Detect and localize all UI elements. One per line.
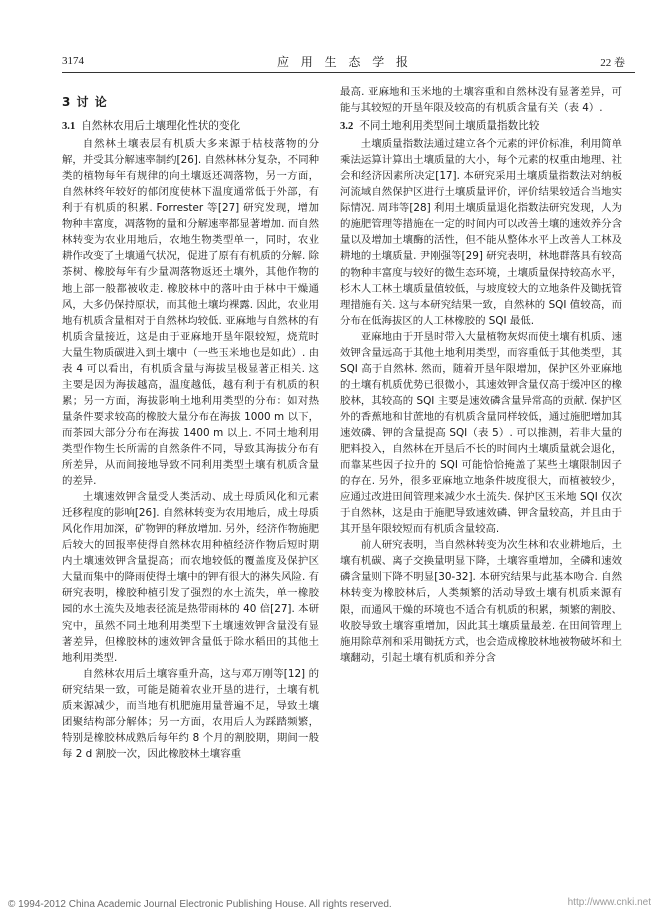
paragraph: 土壤质量指数法通过建立各个元素的评价标准，利用简单乘法运算计算出土壤质量的大小，每个元素的权重由地理、社会和经济因素所决定[17]. 本研究采用土壤质量指数法对纳板河流域自然保护区进行土壤质量评价，评价结果较适合当地实际情况. 周玮等[28] 利用土壤质量退化指数法研究发现，人为的施肥管理等措施在一定的时间内可以改善土壤的速效养分含量以及增加土壤酶的活性，但不能从整体水平上改善人工林及耕地的土壤质量. 尹刚强等[29] 研究表明，林地群落具有较高的物种丰富度与较好的微生态环境，土壤质量保持较高水平，杉木人工林土壤质量值较低，与坡度较大的立地条件及锄抚管理措施有关. 这与本研究结果一致，自然林的 SQI 值较高，而分布在低海拔区的人工林橡胶的 SQI 最低. [340,138,622,327]
subsection-heading-3-1 [62,118,319,135]
page-footer [8,899,651,913]
section-heading: 3 讨 论 [62,95,108,109]
subsection-number: 3.2 [340,121,354,133]
paragraph: 亚麻地由于开垦时带入大量植物灰烬而使土壤有机质、速效钾含量远高于其他土地利用类型，而容重低于其他类型，其 SQI 高于自然林. 然而，随着开垦年限增加，保护区外亚麻地的土壤有机质优势已很微小，其速效钾含量仅高于缓冲区的橡胶林，其较高的 SQI 主要是速效磷含量异常高的贡献. 保护区外的香蕉地和甘蔗地的有机质含量同样较低，通过施肥增加其速效磷、钾的含量提高 SQI（表 5）. 可以推测，若非大量的肥料投入，自然林在开垦后不长的时间内土壤质量就会退化，而靠某些因子拉升的 SQI 可能恰恰掩盖了某些土壤限制因子的存在. 另外，很多亚麻地立地条件坡度很大，而植被较少，应通过改进田间管理来减少水土流失. 保护区玉米地 SQI 仅次于自然林，这是由于施肥导致速效磷、钾含量较高，并且由于其开垦年限较短而有机质含量较高. [340,330,622,536]
header-rule [62,72,635,73]
subsection-number: 3.1 [62,121,76,133]
paragraph-continued: 最高. 亚麻地和玉米地的土壤容重和自然林没有显著差异，可能与其较短的开垦年限及较高的有机质含量有关（表 4）. [340,86,622,115]
subsection-title: 不同土地利用类型间土壤质量指数比较 [359,120,540,133]
paragraph: 自然林土壤表层有机质大多来源于枯枝落物的分解，并受其分解速率制约[26]. 自然林林分复杂，不同种类的植物每年有规律的向土壤返还凋落物，另一方面，自然林终年较好的郁闭度使林下温度通常低于外部，有利于有机质的积累. Forrester 等[27] 研究发现，增加物种丰富度，凋落物的量和分解速率都显著增加. 而自然林转变为农业用地后，农地生物类型单一，同时，农业耕作改变了土壤通气状况，促进了原有有机质的分解. 除茶树、橡胶每年有少量凋落物返还土壤外，其他作物的地上部一般都被收走. 橡胶林中的落叶由于林中干燥通风，大多仍保持原状，而其他土壤均裸露. 因此，农业用地有机质含量相对于自然林均较低. 亚麻地与自然林的有机质含量接近，这是由于亚麻地开垦年限较短，烧荒时大量生物质碳进入到土壤中（一些玉米地也是如此）. 由表 4 可以看出，有机质含量与海拔呈极显著正相关. 这主要是因为海拔越高，温度越低，越有利于有机质的积累；另一方面，海拔影响土地利用类型的分布：如对热量条件要求较高的橡胶大量分布在海拔 1000 m 以下，而茶园大部分分布在海拔 1400 m 以上. 不同土地利用类型作物生长所需的自然条件不同，导致其海拔分布有所差异，从而间接地导致不同利用类型土壤有机质含量的差异. [62,138,319,488]
left-column [62,84,319,762]
journal-title: 应 用 生 态 学 报 [276,55,413,69]
page-number: 3174 [62,55,84,67]
subsection-heading-3-2 [340,118,622,135]
subsection-title: 自然林农用后土壤理化性状的变化 [81,120,241,133]
paragraph: 土壤速效钾含量受人类活动、成土母质风化和元素迁移程度的影响[26]. 自然林转变为农用地后，成土母质风化作用加深，矿物钾的释放增加. 另外，经济作物施肥后较大的回报率使得自然林农用种植经济作物后短时期内土壤速效钾含量提高；而农地较低的覆盖度及保护区大量而集中的降雨使得土壤中的钾有很大的淋失风险. 有研究表明，橡胶种植引发了强烈的水土流失，单一橡胶园的水土流失及地表径流是热带雨林的 40 倍[27]. 本研究中，虽然不同土地利用类型下土壤速效钾含量没有显著差异，但橡胶林的速效钾含量低于除水稻田的其他土地利用类型. [62,491,319,664]
running-header [62,53,627,71]
copyright-notice: © 1994-2012 China Academic Journal Electronic Publishing House. All rights reserved. [8,899,392,910]
paragraph: 自然林农用后土壤容重升高，这与邓万刚等[12] 的研究结果一致，可能是随着农业开垦的进行，土壤有机质来源减少，而当地有机肥施用量普遍不足，导致土壤团聚结构部分解体；另一方面，农用后人为踩踏频繁，特别是橡胶林成熟后每年约 8 个月的割胶期，期间一般每 2 d 割胶一次，因此橡胶林土壤容重 [62,667,319,760]
paragraph: 前人研究表明，当自然林转变为次生林和农业耕地后，土壤有机碳、离子交换量明显下降，土壤容重增加，全磷和速效磷含量则下降不明显[30-32]. 本研究结果与此基本吻合. 自然林转变为橡胶林后，人类频繁的活动导致土壤有机质来源有限，而通风干燥的环境也不适合有机质的积累，频繁的割胶、收胶导致土壤容重增加，因此其土壤质量最差. 在田间管理上施用除草剂和采用锄抚方式，也会造成橡胶林地被物破坏和土壤翻动，引起土壤有机质和养分含 [340,539,622,664]
right-column [340,84,622,666]
volume-label: 22 卷 [600,57,625,69]
website-link[interactable]: http://www.cnki.net [567,897,651,908]
